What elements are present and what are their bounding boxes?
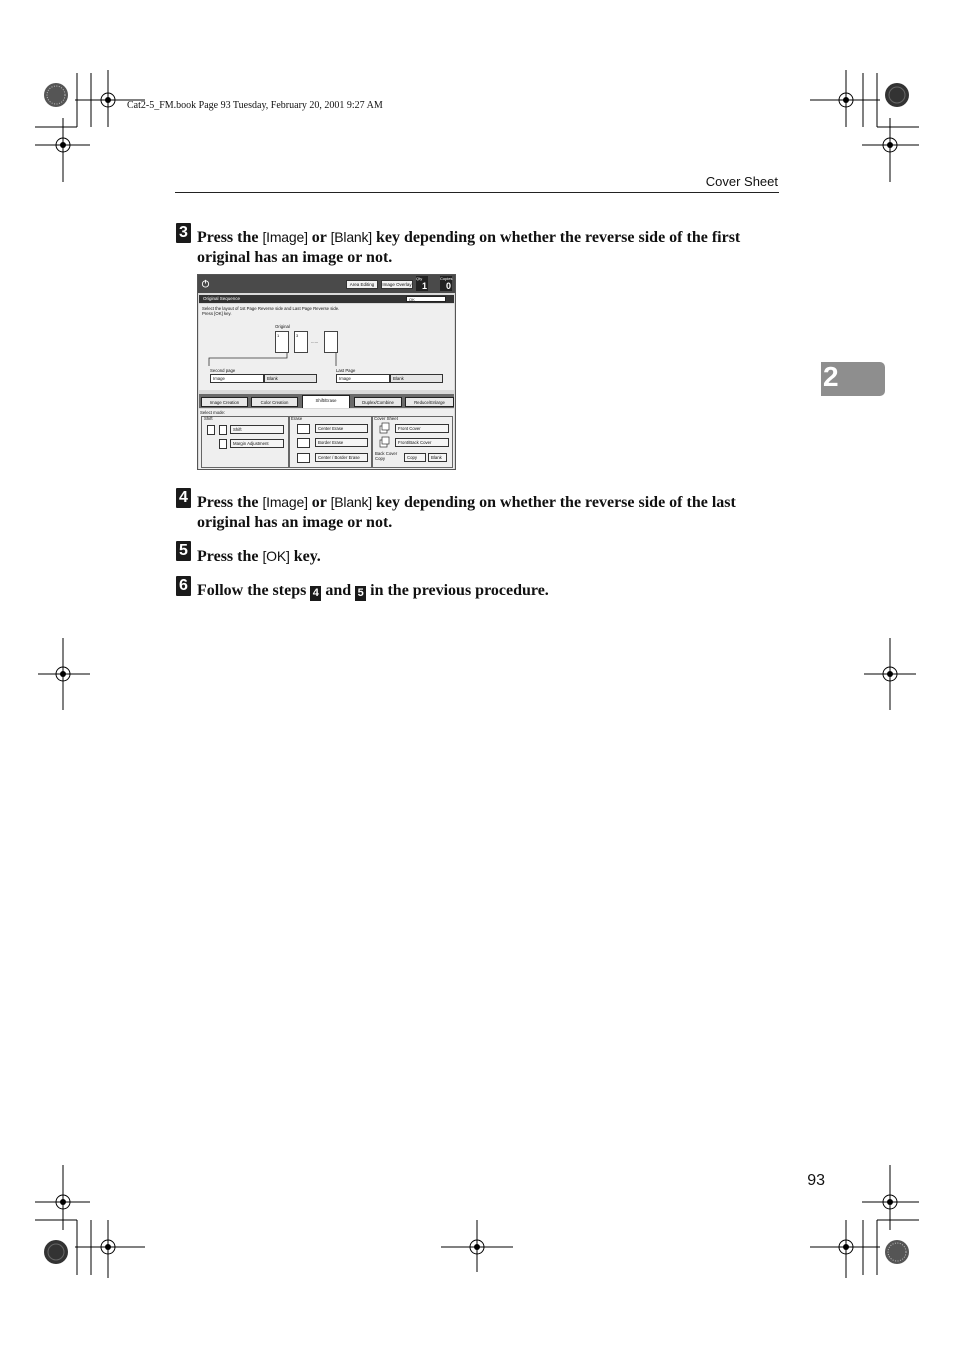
image-key: [Image]: [262, 229, 308, 245]
image-overlay-button[interactable]: Image Overlay: [382, 282, 412, 287]
shift-icon: [207, 425, 215, 435]
step-5-text: Press the [OK] key.: [197, 548, 321, 565]
shift-group: [201, 416, 289, 468]
last-page-label: Last Page: [336, 368, 356, 373]
front-cover-button[interactable]: Front Cover: [395, 424, 449, 433]
running-head: Cover Sheet: [705, 174, 778, 189]
blank-key: [Blank]: [330, 229, 372, 245]
center-erase-button[interactable]: Center Erase: [315, 424, 368, 433]
front-cover-icon: [379, 422, 391, 434]
front-back-cover-button[interactable]: Front/Back Cover: [395, 438, 449, 447]
front-back-cover-icon: [379, 436, 391, 448]
second-page-blank-button[interactable]: Blank: [264, 374, 317, 383]
back-cover-copy-label: Copy: [375, 456, 386, 461]
step-6-text: Follow the steps 4 and 5 in the previous procedure.: [197, 582, 549, 599]
center-erase-icon: [297, 424, 310, 434]
header-rule: [175, 192, 779, 193]
center-border-erase-icon: [297, 453, 310, 463]
second-page-label: Second page: [210, 368, 236, 373]
tab-color-creation[interactable]: Color Creation: [251, 397, 298, 407]
instruction-line-1: Select the layout of 1st Page Reverse side and Last Page Reverse side.: [202, 306, 340, 311]
instruction-line-2: Press [OK] key.: [202, 311, 232, 316]
border-erase-button[interactable]: Border Erase: [315, 438, 368, 447]
original-label: Original: [275, 324, 290, 329]
copies-counter: Copies 0: [440, 276, 453, 291]
blank-key: [Blank]: [330, 494, 372, 510]
center-border-erase-button[interactable]: Center / Border Erase: [315, 453, 368, 462]
step-ref-5: 5: [355, 586, 366, 601]
copier-panel: [197, 274, 456, 470]
chapter-tab-number: 2: [823, 361, 839, 392]
back-cover-blank-button[interactable]: Blank: [428, 453, 447, 462]
qty-counter: Qty 1: [416, 276, 427, 291]
tab-image-creation[interactable]: Image Creation: [201, 397, 248, 407]
step-ref-4: 4: [310, 586, 321, 601]
border-erase-icon: [297, 438, 310, 448]
step-4-text: Press the [Image] or [Blank] key depending on whether the reverse side of the last original has an image or not.: [197, 494, 736, 531]
original-sequence-title: Original Sequence: [199, 295, 454, 303]
back-cover-label: Back Cover: [375, 451, 398, 456]
step-3-number: 3: [176, 223, 191, 243]
book-info: Cat2-5_FM.book Page 93 Tuesday, February 20, 2001 9:27 AM: [127, 100, 383, 111]
step-3-text: Press the [Image] or [Blank] key depending on whether the reverse side of the first original has an image or not.: [197, 229, 741, 266]
cover-sheet-group-label: Cover Sheet: [374, 416, 398, 421]
cover-sheet-group: [372, 416, 453, 468]
tab-duplex-combine[interactable]: Duplex/Combine: [354, 397, 402, 407]
image-key: [Image]: [262, 494, 308, 510]
back-cover-copy-button[interactable]: Copy: [404, 453, 426, 462]
area-editing-button[interactable]: Area Editing: [346, 280, 378, 289]
tab-reduce-enlarge[interactable]: Reduce/Enlarge: [405, 397, 454, 407]
page-ellipsis: ......: [311, 339, 319, 344]
ok-button[interactable]: OK: [406, 296, 446, 302]
margin-adjustment-button[interactable]: Margin Adjustment: [230, 439, 284, 448]
second-page-image-button[interactable]: Image: [210, 374, 264, 383]
ok-key: [OK]: [262, 548, 290, 564]
shift-group-label: Shift: [204, 416, 213, 421]
erase-group: [289, 416, 372, 468]
page-icon-3: 3: [294, 331, 308, 353]
page-icon-1: 1: [275, 331, 289, 353]
margin-icon: [219, 439, 227, 449]
erase-group-label: Erase: [291, 416, 303, 421]
step-6-number: 6: [176, 576, 191, 596]
shift-target-icon: [219, 425, 227, 435]
last-page-image-button[interactable]: Image: [336, 374, 390, 383]
select-mode-label: Select mode:: [200, 410, 226, 415]
last-page-blank-button[interactable]: Blank: [390, 374, 443, 383]
select-mode-area: [199, 409, 454, 469]
tab-shift-erase[interactable]: Shift/Erase: [302, 395, 350, 408]
step-4-number: 4: [176, 488, 191, 508]
shift-button[interactable]: Shift: [230, 425, 284, 434]
sequence-content: [199, 304, 454, 390]
power-icon: [201, 279, 210, 288]
step-5-number: 5: [176, 541, 191, 561]
page-number: 93: [807, 1172, 825, 1189]
